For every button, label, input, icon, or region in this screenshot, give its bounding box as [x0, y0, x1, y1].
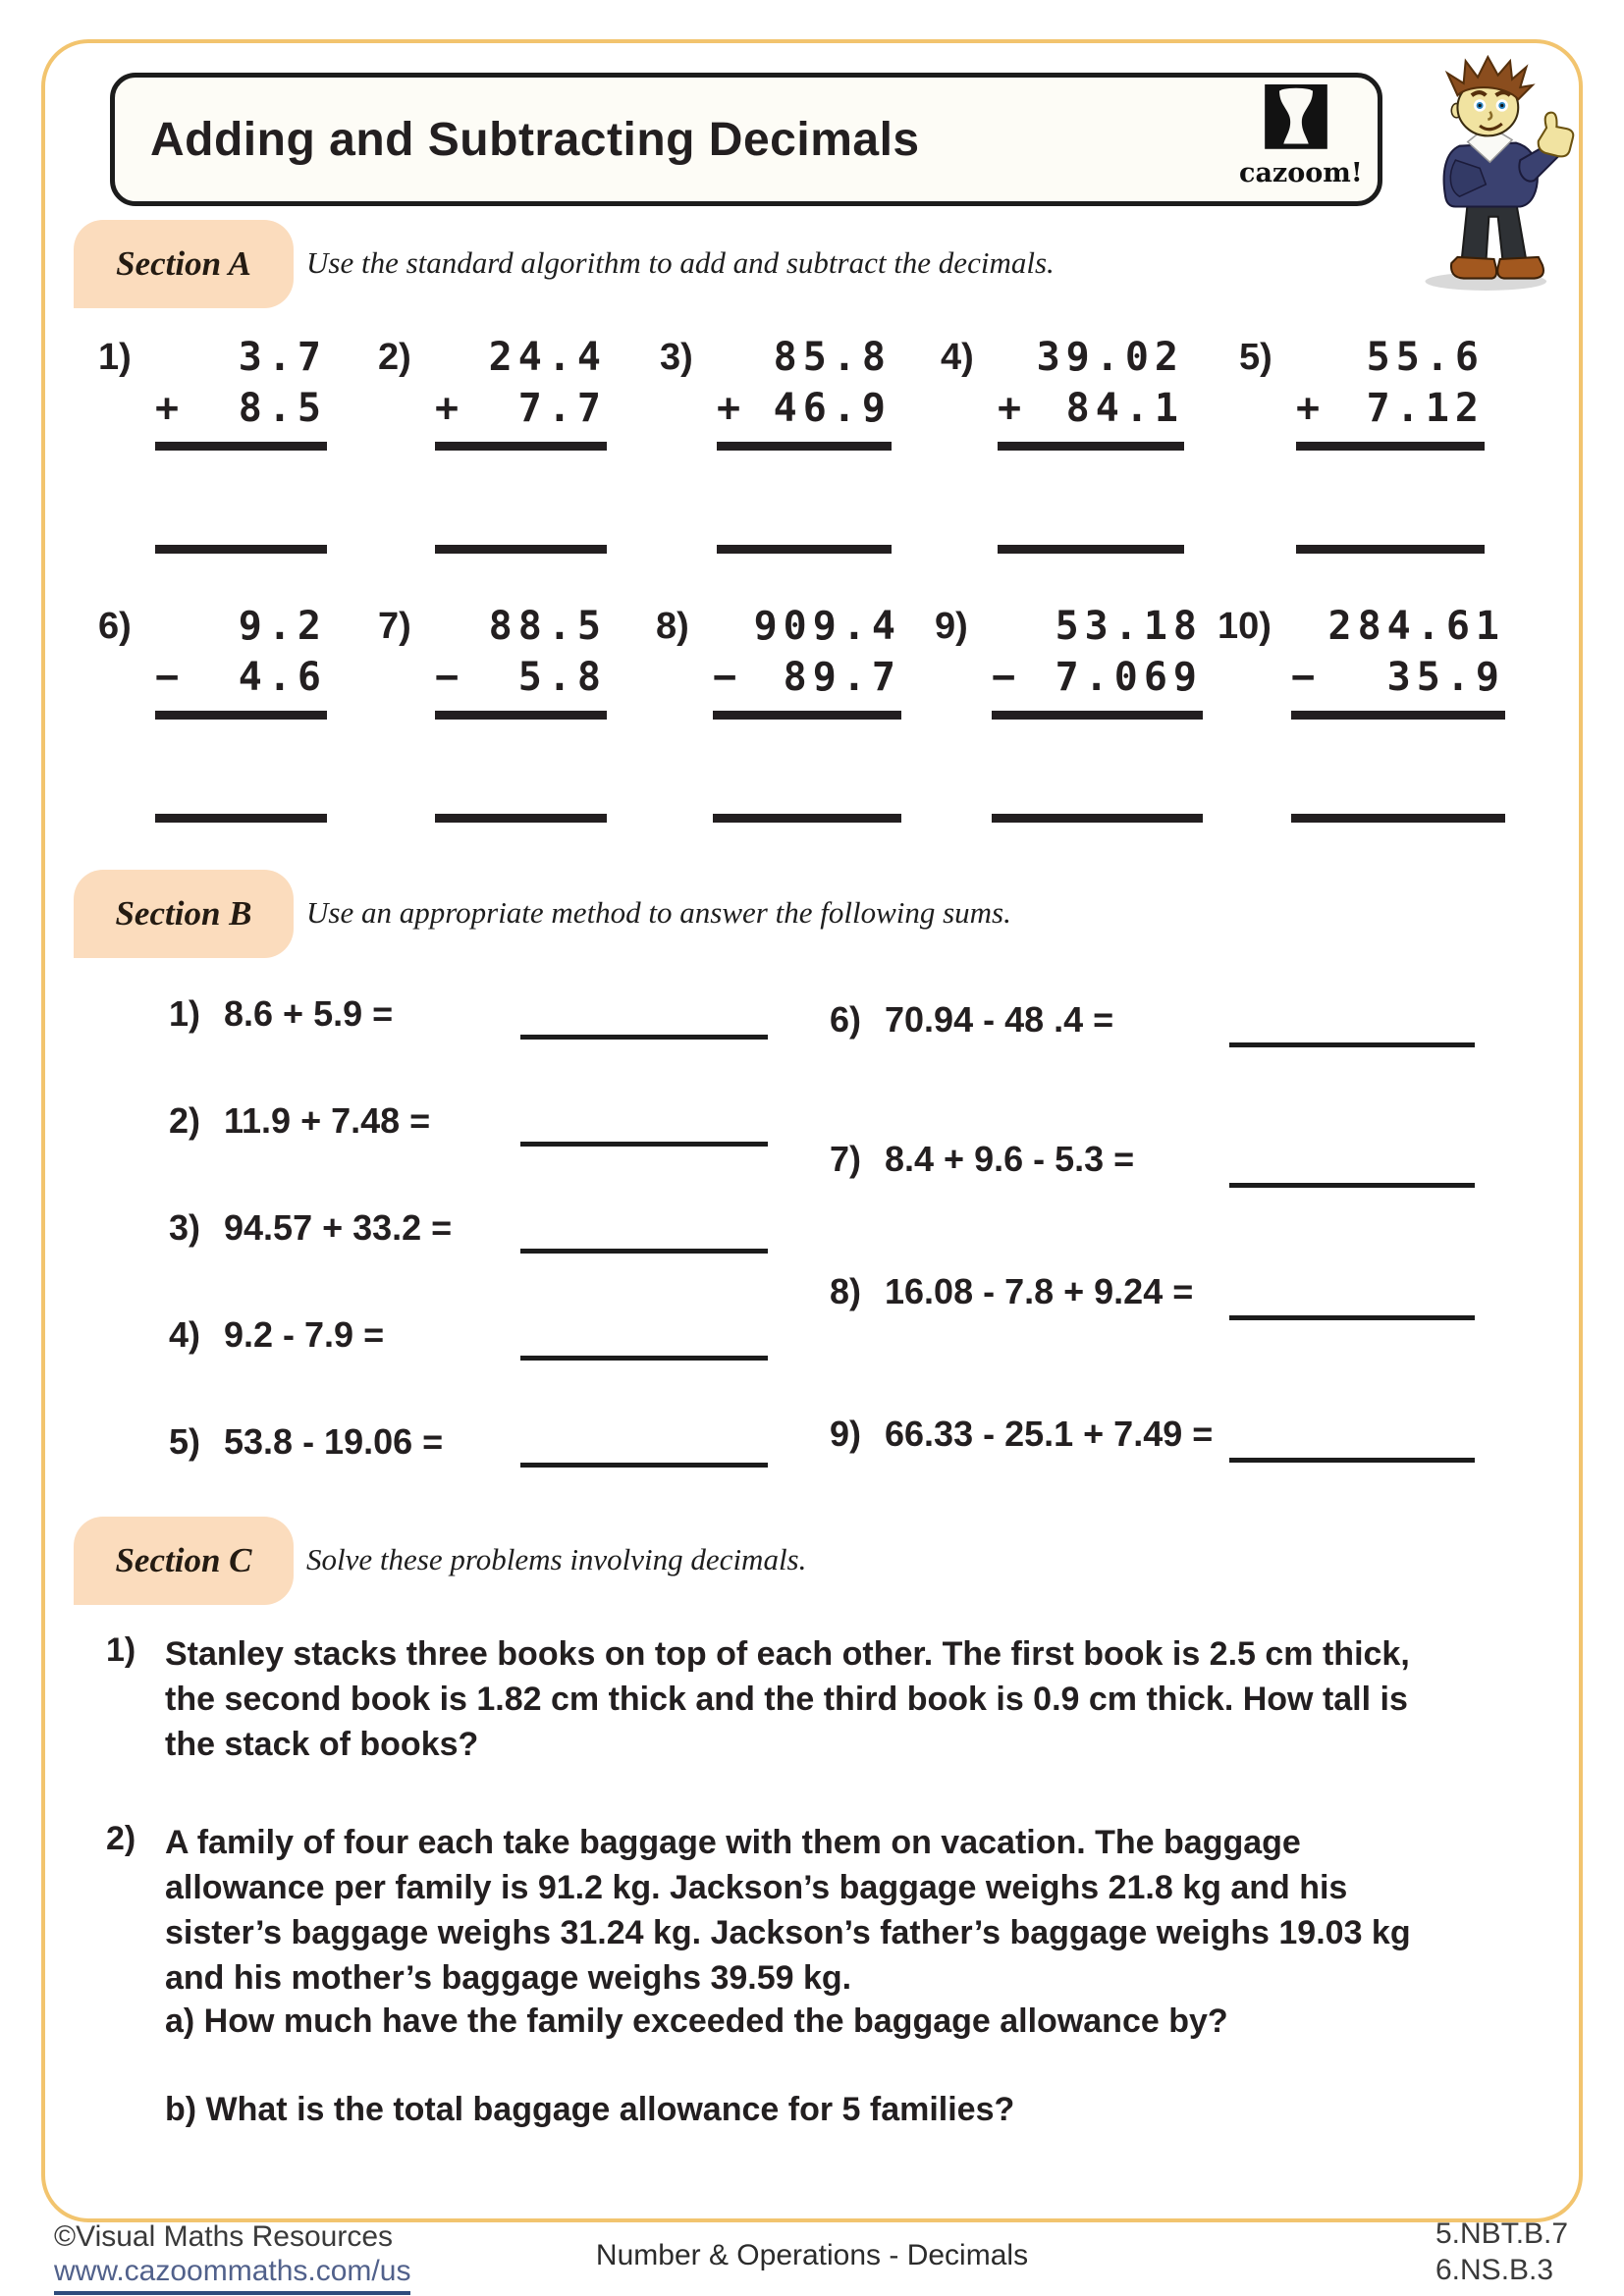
operand-bottom: 4.6	[238, 655, 327, 700]
answer-line[interactable]	[1296, 545, 1485, 554]
sum-expression: 53.8 - 19.06 =	[224, 1421, 444, 1462]
text-line: sister’s baggage weighs 31.24 kg. Jackson’s father’s baggage weighs 19.03 kg	[165, 1914, 1411, 1951]
problem-number: 4)	[941, 337, 974, 378]
operator-sign: −	[992, 655, 1022, 700]
answer-line[interactable]	[520, 1356, 768, 1361]
worked-problem-10	[1218, 601, 1505, 823]
section-c-label: Section C	[115, 1541, 252, 1579]
operand-top: 24.4	[488, 335, 607, 380]
c-problem-2b: b) What is the total baggage allowance for 5 families?	[165, 2091, 1015, 2128]
sum-item-7	[830, 1139, 1134, 1180]
sum-number: 1)	[169, 993, 201, 1034]
sum-number: 5)	[169, 1421, 201, 1462]
answer-line[interactable]	[998, 545, 1184, 554]
text-line: allowance per family is 91.2 kg. Jackson’s baggage weighs 21.8 kg and his	[165, 1869, 1348, 1906]
sum-rule	[998, 442, 1184, 451]
operand-top: 55.6	[1366, 335, 1485, 380]
sum-item-6	[830, 999, 1113, 1041]
answer-line[interactable]	[520, 1035, 768, 1040]
answer-line[interactable]	[1229, 1315, 1475, 1320]
sum-number: 3)	[169, 1207, 201, 1248]
operand-bottom: 8.5	[238, 386, 327, 431]
answer-line[interactable]	[520, 1142, 768, 1147]
answer-line[interactable]	[713, 814, 901, 823]
c-problem-2-text	[165, 1820, 1549, 2001]
c-problem-1-number: 1)	[106, 1631, 136, 1669]
operand-bottom-row	[992, 652, 1203, 703]
sum-item-4	[169, 1314, 384, 1356]
operator-sign: +	[435, 386, 465, 431]
section-a-pill	[74, 220, 294, 308]
operand-bottom-row	[435, 652, 607, 703]
copyright-text: ©Visual Maths Resources	[54, 2220, 394, 2253]
operand-bottom-row	[998, 383, 1184, 434]
sum-item-5	[169, 1421, 443, 1463]
answer-line[interactable]	[992, 814, 1203, 823]
sum-rule	[1291, 711, 1505, 720]
problem-number: 8)	[656, 606, 689, 647]
column-calc	[435, 601, 607, 823]
sum-expression: 8.4 + 9.6 - 5.3 =	[885, 1139, 1135, 1179]
operand-bottom: 7.069	[1055, 655, 1203, 700]
worked-problem-2	[378, 332, 607, 554]
sum-number: 4)	[169, 1314, 201, 1355]
problem-number: 10)	[1218, 606, 1272, 647]
column-calc	[998, 332, 1184, 554]
page-title: Adding and Subtracting Decimals	[150, 113, 920, 166]
worked-problem-9	[935, 601, 1203, 823]
title-box	[110, 73, 1382, 206]
problem-number: 1)	[98, 337, 132, 378]
sum-expression: 66.33 - 25.1 + 7.49 =	[885, 1414, 1214, 1454]
operand-top: 85.8	[773, 335, 892, 380]
brand-name: cazoom!	[1239, 158, 1363, 188]
section-b-pill	[74, 870, 294, 958]
sum-rule	[1296, 442, 1485, 451]
sum-rule	[155, 442, 327, 451]
operand-bottom-row	[1291, 652, 1505, 703]
problem-number: 6)	[98, 606, 132, 647]
sum-expression: 94.57 + 33.2 =	[224, 1207, 453, 1248]
problem-number: 2)	[378, 337, 411, 378]
operator-sign: −	[1291, 655, 1322, 700]
answer-line[interactable]	[1229, 1458, 1475, 1463]
column-calc	[713, 601, 901, 823]
thumbs-up-hand	[1539, 113, 1574, 157]
column-calc	[1291, 601, 1505, 823]
operator-sign: +	[1296, 386, 1326, 431]
standards-codes	[1435, 2216, 1568, 2288]
answer-line[interactable]	[520, 1463, 768, 1468]
operator-sign: −	[435, 655, 465, 700]
operand-bottom-row	[717, 383, 892, 434]
sum-item-1	[169, 993, 393, 1035]
operand-top: 909.4	[753, 604, 901, 649]
sum-expression: 9.2 - 7.9 =	[224, 1314, 385, 1355]
operand-bottom: 84.1	[1065, 386, 1184, 431]
column-calc	[155, 332, 327, 554]
text-line: the second book is 1.82 cm thick and the third book is 0.9 cm thick. How tall is	[165, 1681, 1408, 1718]
sum-expression: 70.94 - 48 .4 =	[885, 999, 1114, 1040]
sum-item-9	[830, 1414, 1213, 1455]
worked-problem-8	[656, 601, 901, 823]
operand-bottom: 89.7	[783, 655, 901, 700]
answer-line[interactable]	[520, 1249, 768, 1254]
section-b-label: Section B	[115, 894, 252, 933]
operator-sign: +	[155, 386, 186, 431]
problem-number: 5)	[1239, 337, 1272, 378]
mascot-boy-illustration	[1402, 55, 1584, 293]
answer-line[interactable]	[435, 814, 607, 823]
cazoom-drum-icon	[1263, 84, 1329, 153]
column-calc	[717, 332, 892, 554]
operand-top: 3.7	[238, 335, 327, 380]
sum-item-3	[169, 1207, 452, 1249]
sum-number: 2)	[169, 1100, 201, 1141]
sum-number: 8)	[830, 1271, 862, 1311]
text-line: the stack of books?	[165, 1726, 479, 1763]
text-line: A family of four each take baggage with them on vacation. The baggage	[165, 1824, 1301, 1861]
sum-rule	[992, 711, 1203, 720]
operand-bottom-row	[155, 652, 327, 703]
section-a-instruction: Use the standard algorithm to add and subtract the decimals.	[306, 245, 1055, 280]
operand-top: 39.02	[1036, 335, 1184, 380]
c-problem-2a: a) How much have the family exceeded the baggage allowance by?	[165, 2002, 1228, 2040]
answer-line[interactable]	[435, 545, 607, 554]
problem-number: 9)	[935, 606, 968, 647]
operator-sign: +	[717, 386, 747, 431]
sum-expression: 8.6 + 5.9 =	[224, 993, 394, 1034]
text-line: Stanley stacks three books on top of each other. The first book is 2.5 cm thick,	[165, 1635, 1410, 1673]
c-problem-1-text	[165, 1631, 1549, 1767]
operand-bottom: 5.8	[517, 655, 607, 700]
sum-rule	[435, 711, 607, 720]
operand-top: 53.18	[1055, 604, 1203, 649]
c-problem-2-number: 2)	[106, 1820, 136, 1857]
website-link[interactable]: www.cazoommaths.com/us	[54, 2255, 410, 2295]
problem-number: 3)	[660, 337, 693, 378]
problem-number: 7)	[378, 606, 411, 647]
worked-problem-5	[1239, 332, 1485, 554]
operand-bottom: 46.9	[773, 386, 892, 431]
operand-top: 9.2	[238, 604, 327, 649]
section-c-pill	[74, 1517, 294, 1605]
answer-line[interactable]	[717, 545, 892, 554]
answer-line[interactable]	[155, 814, 327, 823]
sum-rule	[435, 442, 607, 451]
column-calc	[1296, 332, 1485, 554]
section-b-instruction: Use an appropriate method to answer the following sums.	[306, 895, 1011, 930]
operator-sign: +	[998, 386, 1028, 431]
sum-item-2	[169, 1100, 430, 1142]
operator-sign: −	[155, 655, 186, 700]
operand-bottom-row	[435, 383, 607, 434]
sum-rule	[717, 442, 892, 451]
sum-expression: 11.9 + 7.48 =	[224, 1100, 431, 1141]
answer-line[interactable]	[1291, 814, 1505, 823]
text-line: and his mother’s baggage weighs 39.59 kg.	[165, 1959, 852, 1997]
operand-top: 284.61	[1327, 604, 1505, 649]
sum-item-8	[830, 1271, 1193, 1312]
operand-top: 88.5	[488, 604, 607, 649]
section-a-label: Section A	[116, 244, 251, 283]
operand-bottom-row	[713, 652, 901, 703]
operator-sign: −	[713, 655, 743, 700]
operand-bottom-row	[155, 383, 327, 434]
standard-2: 6.NS.B.3	[1435, 2254, 1554, 2286]
worked-problem-7	[378, 601, 607, 823]
answer-line[interactable]	[1229, 1183, 1475, 1188]
worked-problem-3	[660, 332, 892, 554]
column-calc	[992, 601, 1203, 823]
sum-number: 6)	[830, 999, 862, 1040]
standard-1: 5.NBT.B.7	[1435, 2217, 1569, 2250]
worked-problem-6	[98, 601, 327, 823]
answer-line[interactable]	[155, 545, 327, 554]
sum-rule	[155, 711, 327, 720]
worked-problem-1	[98, 332, 327, 554]
operand-bottom: 7.12	[1366, 386, 1485, 431]
column-calc	[155, 601, 327, 823]
section-c-instruction: Solve these problems involving decimals.	[306, 1542, 807, 1576]
sum-number: 7)	[830, 1139, 862, 1179]
column-calc	[435, 332, 607, 554]
worked-problem-4	[941, 332, 1184, 554]
sum-number: 9)	[830, 1414, 862, 1454]
answer-line[interactable]	[1229, 1042, 1475, 1047]
sum-expression: 16.08 - 7.8 + 9.24 =	[885, 1271, 1194, 1311]
cazoom-logo	[1239, 84, 1363, 188]
sum-rule	[713, 711, 901, 720]
category-text: Number & Operations - Decimals	[595, 2239, 1029, 2271]
operand-bottom: 7.7	[517, 386, 607, 431]
operand-bottom: 35.9	[1386, 655, 1505, 700]
operand-bottom-row	[1296, 383, 1485, 434]
